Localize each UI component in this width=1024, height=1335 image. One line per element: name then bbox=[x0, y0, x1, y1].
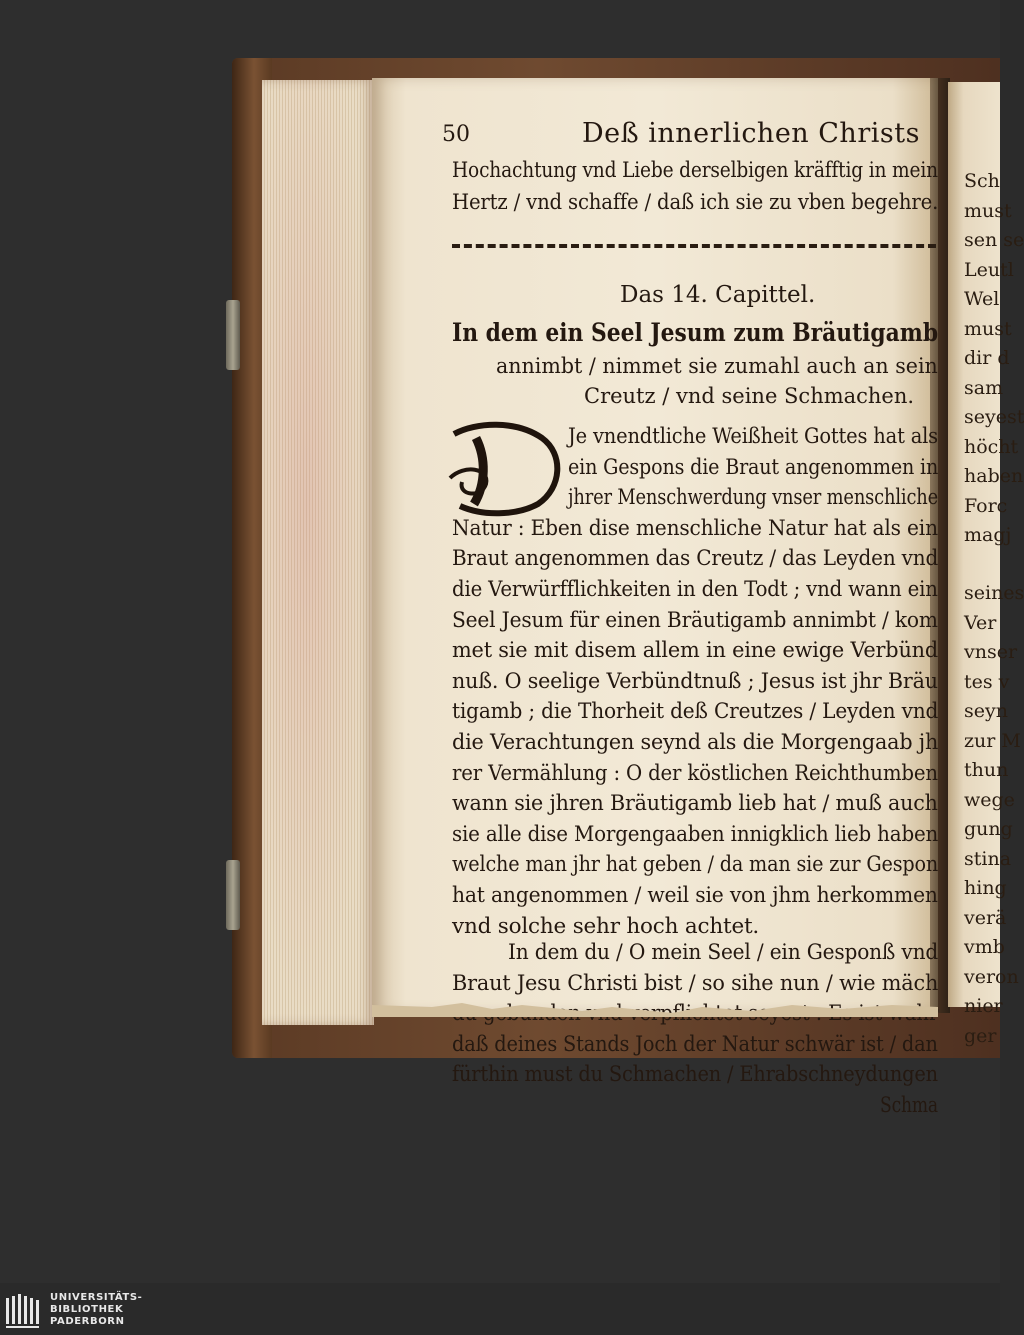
paragraph1-line: tigamb ; die Thorheit deß Creutzes / Leyden vnd bbox=[452, 699, 939, 725]
right-page-word: nier bbox=[964, 995, 1003, 1017]
right-page-word: wege bbox=[964, 788, 1015, 811]
paragraph1-line: Seel Jesum für einen Bräutigamb annimbt / kom bbox=[452, 607, 938, 633]
paragraph1-line: die Verachtungen seynd als die Morgengaab jh bbox=[452, 730, 939, 755]
paragraph2-line: Braut Jesu Christi bist / so sihe nun / wie mäch bbox=[452, 970, 939, 996]
paragraph1-line: die Verwürfflichkeiten in den Todt ; vnd wann ein bbox=[452, 577, 938, 602]
chapter-title-line-3: Creutz / vnd seine Schmachen. bbox=[584, 384, 915, 408]
clasp-top bbox=[226, 300, 240, 370]
chapter-title-line-2: annimbt / nimmet sie zumahl auch an sein bbox=[496, 354, 938, 378]
chapter-label: Das 14. Capittel. bbox=[620, 282, 816, 308]
paragraph2-line: Schma bbox=[880, 1093, 938, 1118]
page-edge-stack bbox=[262, 80, 374, 1025]
paragraph1-line: sie alle dise Morgengaaben innigklich lieb haben bbox=[452, 821, 939, 847]
right-page-word: Wel bbox=[964, 288, 1000, 310]
right-page-word: seyest bbox=[964, 406, 1024, 428]
right-page-word: Forc bbox=[964, 494, 1008, 517]
right-page-word: must bbox=[964, 199, 1012, 222]
right-page-word: vnser bbox=[964, 641, 1018, 663]
right-page-word: ger bbox=[964, 1024, 997, 1047]
text-line-top-1: Hochachtung vnd Liebe derselbigen kräfftig in mein bbox=[452, 158, 938, 183]
right-page-word: thun bbox=[964, 759, 1009, 781]
chapter-title-line-1: In dem ein Seel Jesum zum Bräutigamb bbox=[452, 318, 939, 347]
right-page-word: zur M bbox=[964, 729, 1021, 752]
right-page-word: seyn bbox=[964, 700, 1008, 722]
footer-bar bbox=[0, 1283, 1000, 1335]
logo-line-1: UNIVERSITÄTS- bbox=[50, 1292, 143, 1303]
right-page-fragment bbox=[948, 82, 1024, 1047]
paragraph1-line: vnd solche sehr hoch achtet. bbox=[452, 913, 760, 939]
right-page-word: magj bbox=[964, 524, 1012, 546]
right-page-word: Leutl bbox=[964, 258, 1014, 281]
paragraph1-line: met sie mit disem allem in eine ewige Verbünd bbox=[452, 638, 939, 664]
right-page-word: verä bbox=[964, 906, 1007, 929]
section-divider bbox=[452, 244, 936, 248]
right-page-word: gung bbox=[964, 818, 1013, 840]
right-page-word: haben bbox=[964, 465, 1024, 487]
text-line-top-2: Hertz / vnd schaffe / daß ich sie zu vben begehre. bbox=[452, 190, 939, 215]
right-page-word: seines bbox=[964, 582, 1024, 604]
paragraph1-line: jhrer Menschwerdung vnser menschliche bbox=[568, 485, 939, 511]
logo-line-3: PADERBORN bbox=[50, 1316, 125, 1327]
right-page-word: Ver bbox=[964, 611, 997, 634]
right-page-word: must bbox=[964, 317, 1012, 340]
paragraph1-line: nuß. O seelige Verbündtnuß ; Jesus ist jhr Bräu bbox=[452, 668, 938, 694]
paragraph1-line: Natur : Eben dise menschliche Natur hat als ein bbox=[452, 515, 938, 541]
paragraph1-line: welche man jhr hat geben / da man sie zur Gespon bbox=[452, 852, 939, 878]
right-page-word: tes v bbox=[964, 670, 1010, 693]
logo-line-2: BIBLIOTHEK bbox=[50, 1304, 124, 1315]
paragraph1-line: hat angenommen / weil sie von jhm herkommen bbox=[452, 883, 938, 908]
paragraph1-line: ein Gespons die Braut angenommen in bbox=[568, 454, 939, 480]
paragraph1-line: Braut angenommen das Creutz / das Leyden vnd bbox=[452, 546, 939, 572]
right-page-word: sam bbox=[964, 376, 1004, 399]
right-page-word: hing bbox=[964, 877, 1007, 899]
right-page-word: veron bbox=[964, 965, 1019, 988]
right-page-word: stina bbox=[964, 847, 1012, 870]
paragraph2-line: In dem du / O mein Seel / ein Gesponß vnd bbox=[508, 940, 939, 965]
right-page-word: sen se bbox=[964, 229, 1024, 251]
right-page-word: höcht bbox=[964, 435, 1019, 458]
paragraph1-line: wann sie jhren Bräutigamb lieb hat / muß auch bbox=[452, 791, 938, 817]
paragraph1-line: rer Vermählung : O der köstlichen Reichthumben bbox=[452, 760, 938, 786]
page-number: 50 bbox=[442, 122, 470, 147]
running-head: Deß innerlichen Christs bbox=[582, 118, 920, 149]
right-page-word: dir d bbox=[964, 347, 1010, 369]
paragraph2-line: fürthin must du Schmachen / Ehrabschneydungen bbox=[452, 1062, 938, 1088]
university-logo-icon bbox=[4, 1292, 44, 1330]
right-page-word: vmb bbox=[964, 936, 1005, 958]
clasp-bottom bbox=[226, 860, 240, 930]
page-torn-edge bbox=[372, 995, 938, 1017]
paragraph2-line: daß deines Stands Joch der Natur schwär ist / dan bbox=[452, 1031, 938, 1057]
paragraph1-line: Je vnendtliche Weißheit Gottes hat als bbox=[568, 424, 938, 449]
right-page-word: Sch bbox=[964, 170, 1000, 192]
